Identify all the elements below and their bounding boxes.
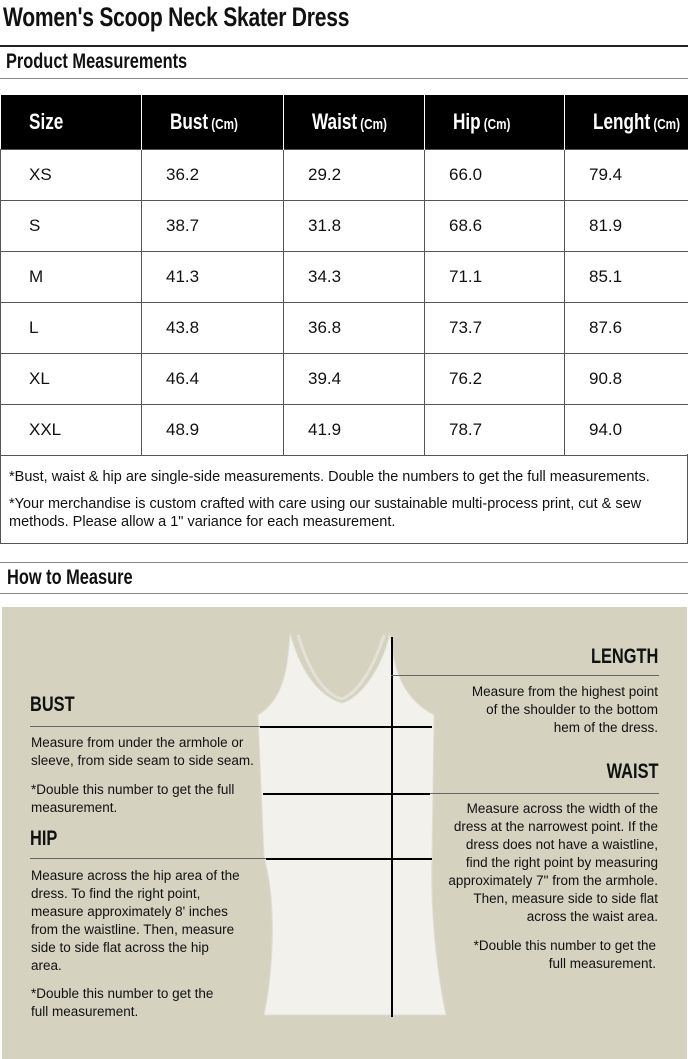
- cell-length: 94.0: [565, 405, 688, 456]
- length-measure-line: [391, 637, 393, 1017]
- length-heading: LENGTH: [590, 645, 658, 668]
- hip-description: Measure across the hip area of the dress. To find the right point, measure approximately 8' inches from the waistline. Then, measure side to side flat across the hip area.: [31, 868, 240, 973]
- bust-leader-line: [30, 726, 260, 727]
- waist-leader-line: [430, 793, 659, 794]
- cell-waist: 29.2: [284, 150, 425, 201]
- cell-hip: 78.7: [425, 405, 565, 456]
- note-variance: *Your merchandise is custom crafted with care using our sustainable multi-process print, cut & sew methods. Please allow a 1" variance for each measurement.: [9, 496, 642, 530]
- cell-length: 79.4: [565, 150, 688, 201]
- waist-note: *Double this number to get the full measurement.: [473, 938, 656, 971]
- column-header-bust: Bust (Cm): [142, 95, 284, 150]
- cell-size: S: [1, 201, 142, 252]
- cell-length: 81.9: [565, 201, 688, 252]
- cell-waist: 39.4: [284, 354, 425, 405]
- section-heading-measure: How to Measure: [7, 566, 133, 589]
- measurement-notes: [0, 454, 688, 544]
- hip-note: *Double this number to get the full measurement.: [31, 986, 214, 1019]
- cell-size: M: [1, 252, 142, 303]
- cell-waist: 34.3: [284, 252, 425, 303]
- table-row: [1, 405, 688, 456]
- bust-measure-line: [260, 726, 432, 728]
- cell-length: 90.8: [565, 354, 688, 405]
- note-single-side: *Bust, waist & hip are single-side measurements. Double the numbers to get the full measurements.: [9, 469, 650, 485]
- hip-leader-line: [30, 858, 266, 859]
- bust-note: *Double this number to get the full measurement.: [31, 782, 235, 815]
- cell-size: XS: [1, 150, 142, 201]
- table-header-row: [1, 95, 688, 150]
- title-divider: [0, 45, 688, 47]
- table-row: [1, 354, 688, 405]
- waist-measure-line: [263, 793, 430, 795]
- column-header-hip: Hip (Cm): [425, 95, 565, 150]
- cell-bust: 41.3: [142, 252, 284, 303]
- cell-size: XL: [1, 354, 142, 405]
- table-row: [1, 150, 688, 201]
- section-divider: [0, 562, 688, 563]
- column-header-length: Lenght (Cm): [565, 95, 688, 150]
- bust-heading: BUST: [30, 693, 75, 716]
- cell-waist: 31.8: [284, 201, 425, 252]
- cell-size: L: [1, 303, 142, 354]
- cell-bust: 43.8: [142, 303, 284, 354]
- how-to-measure-panel: [2, 607, 687, 1059]
- cell-size: XXL: [1, 405, 142, 456]
- cell-waist: 36.8: [284, 303, 425, 354]
- cell-hip: 73.7: [425, 303, 565, 354]
- size-table: [0, 95, 688, 456]
- page-title: Women's Scoop Neck Skater Dress: [3, 2, 350, 32]
- waist-heading: WAIST: [606, 760, 658, 783]
- length-leader-line: [391, 675, 659, 676]
- section-divider: [0, 593, 688, 594]
- table-row: [1, 201, 688, 252]
- cell-hip: 76.2: [425, 354, 565, 405]
- column-header-size: Size: [1, 95, 142, 150]
- waist-description: Measure across the width of the dress at the narrowest point. If the dress does not have a waistline, find the right point by measuring approximately 7" from the armhole. Then, measure side to side flat across the waist area.: [448, 801, 658, 924]
- cell-hip: 66.0: [425, 150, 565, 201]
- table-row: [1, 303, 688, 354]
- cell-bust: 48.9: [142, 405, 284, 456]
- column-header-waist: Waist (Cm): [284, 95, 425, 150]
- hip-measure-line: [266, 858, 432, 860]
- cell-length: 87.6: [565, 303, 688, 354]
- length-description: Measure from the highest point of the shoulder to the bottom hem of the dress.: [471, 684, 658, 735]
- cell-hip: 68.6: [425, 201, 565, 252]
- hip-heading: HIP: [30, 827, 58, 850]
- section-divider: [0, 78, 688, 79]
- cell-bust: 38.7: [142, 201, 284, 252]
- bust-description: Measure from under the armhole or sleeve, from side seam to side seam.: [31, 735, 254, 768]
- cell-length: 85.1: [565, 252, 688, 303]
- section-heading-product: Product Measurements: [6, 50, 188, 73]
- table-row: [1, 252, 688, 303]
- cell-bust: 46.4: [142, 354, 284, 405]
- cell-waist: 41.9: [284, 405, 425, 456]
- cell-hip: 71.1: [425, 252, 565, 303]
- cell-bust: 36.2: [142, 150, 284, 201]
